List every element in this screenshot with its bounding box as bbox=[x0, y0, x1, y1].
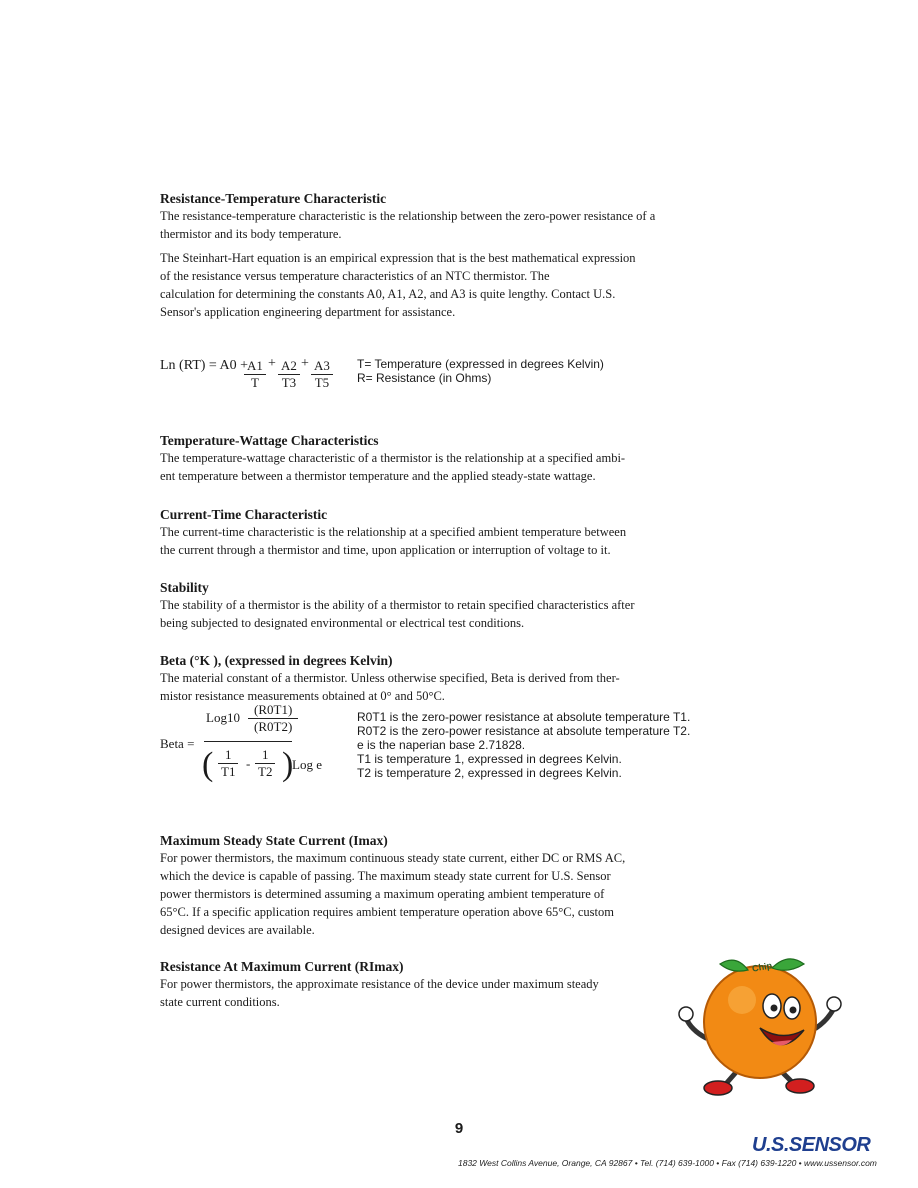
page-number: 9 bbox=[454, 1120, 464, 1137]
paragraph: The resistance-temperature characteristic is the relationship between the zero-power resistance of a thermistor and its body temperature. bbox=[160, 209, 656, 241]
denominator: T5 bbox=[314, 375, 330, 390]
heading: Current-Time Characteristic bbox=[160, 507, 328, 522]
numerator: 1 bbox=[218, 747, 238, 764]
text-line: designed devices are available. bbox=[160, 923, 315, 937]
orange-mascot-illustration bbox=[676, 950, 844, 1100]
text-line: The temperature-wattage characteristic of a thermistor is the relationship at a specified ambi- bbox=[160, 451, 626, 465]
numerator: A3 bbox=[311, 358, 333, 375]
numerator: 1 bbox=[255, 747, 275, 764]
heading: Resistance-Temperature Characteristic bbox=[160, 191, 387, 206]
minus-sign: - bbox=[246, 756, 251, 771]
text-line: 65°C. If a specific application requires ambient temperature operation above 65°C, custom bbox=[160, 905, 614, 919]
term-a2 bbox=[278, 358, 300, 391]
text-line: power thermistors is determined assuming a maximum operating ambient temperature of bbox=[160, 887, 605, 901]
note-line: T1 is temperature 1, expressed in degrees Kelvin. bbox=[357, 752, 622, 766]
equation-legend bbox=[357, 357, 604, 385]
legend-resistance: R= Resistance (in Ohms) bbox=[357, 371, 492, 385]
fraction-1-over-t2 bbox=[255, 747, 275, 780]
heading: Maximum Steady State Current (Imax) bbox=[160, 833, 388, 848]
beta-notes bbox=[357, 710, 690, 780]
text-line: The stability of a thermistor is the ability of a thermistor to retain specified characteristics after bbox=[160, 598, 635, 612]
text-line: The material constant of a thermistor. Unless otherwise specified, Beta is derived from ther- bbox=[160, 671, 620, 685]
note-line: e is the naperian base 2.71828. bbox=[357, 738, 526, 752]
text-line: For power thermistors, the approximate resistance of the device under maximum steady bbox=[160, 977, 599, 991]
beta-label: Beta = bbox=[160, 736, 195, 751]
right-paren: ) bbox=[282, 746, 294, 783]
text-line: The current-time characteristic is the relationship at a specified ambient temperature between bbox=[160, 525, 627, 539]
fraction-1-over-t1 bbox=[218, 747, 238, 780]
steinhart-equation bbox=[160, 356, 360, 396]
note-line: R0T2 is the zero-power resistance at absolute temperature T2. bbox=[357, 724, 691, 738]
beta-formula bbox=[160, 702, 340, 798]
term-a3 bbox=[311, 358, 333, 391]
denominator: (R0T2) bbox=[254, 719, 293, 734]
text-line: of the resistance versus temperature characteristics of an NTC thermistor. The bbox=[160, 269, 550, 283]
text-line: The Steinhart-Hart equation is an empirical expression that is the best mathematical expression bbox=[160, 251, 636, 265]
text-line: being subjected to designated environmental or electrical test conditions. bbox=[160, 616, 525, 630]
text-line: which the device is capable of passing. The maximum steady state current for U.S. Sensor bbox=[160, 869, 611, 883]
heading: Resistance At Maximum Current (RImax) bbox=[160, 959, 404, 974]
section-temperature-wattage bbox=[160, 432, 720, 485]
denominator: T1 bbox=[221, 764, 236, 779]
legend-temperature: T= Temperature (expressed in degrees Kelvin) bbox=[357, 357, 604, 371]
heading: Temperature-Wattage Characteristics bbox=[160, 433, 379, 448]
text-line: ent temperature between a thermistor temperature and the applied steady-state wattage. bbox=[160, 469, 596, 483]
text-line: mistor resistance measurements obtained at 0° and 50°C. bbox=[160, 689, 445, 703]
left-paren: ( bbox=[202, 746, 214, 783]
footer-address: 1832 West Collins Avenue, Orange, CA 92867 • Tel. (714) 639-1000 • Fax (714) 639-1220 • www.ussensor.com bbox=[458, 1158, 877, 1168]
section-resistance-temperature bbox=[160, 190, 720, 243]
section-steinhart bbox=[160, 249, 760, 321]
note-line: R0T1 is the zero-power resistance at absolute temperature T1. bbox=[357, 710, 691, 724]
heading: Beta (°K ), (expressed in degrees Kelvin) bbox=[160, 653, 393, 668]
heading: Stability bbox=[160, 580, 209, 595]
numerator: (R0T1) bbox=[248, 702, 298, 719]
brand-logo: U.S.SENSOR bbox=[752, 1134, 871, 1156]
numerator: A2 bbox=[278, 358, 300, 375]
term-a1 bbox=[244, 358, 266, 391]
denominator: T bbox=[250, 375, 259, 390]
note-line: T2 is temperature 2, expressed in degrees Kelvin. bbox=[357, 766, 622, 780]
text-line: state current conditions. bbox=[160, 995, 280, 1009]
log-e-label: Log e bbox=[292, 757, 322, 772]
section-resistance-max-current bbox=[160, 958, 670, 1011]
plus-sign: + bbox=[301, 356, 309, 371]
text-line: the current through a thermistor and time, upon application or interruption of voltage to it. bbox=[160, 543, 611, 557]
denominator: T2 bbox=[258, 764, 273, 779]
main-fraction-bar bbox=[204, 741, 292, 742]
denominator: T3 bbox=[281, 375, 297, 390]
section-current-time bbox=[160, 506, 720, 559]
section-beta bbox=[160, 652, 720, 705]
section-max-steady-current bbox=[160, 832, 740, 939]
equation-lhs: Ln (RT) = A0 + bbox=[160, 358, 249, 373]
mascot-badge: Chip bbox=[751, 960, 773, 974]
text-line: For power thermistors, the maximum continuous steady state current, either DC or RMS AC, bbox=[160, 851, 626, 865]
text-line: calculation for determining the constants A0, A1, A2, and A3 is quite lengthy. Contact U.S. bbox=[160, 287, 616, 301]
text-line: Sensor's application engineering department for assistance. bbox=[160, 305, 456, 319]
resistance-ratio bbox=[248, 702, 298, 735]
plus-sign: + bbox=[268, 356, 276, 371]
section-stability bbox=[160, 579, 720, 632]
log10-label: Log10 bbox=[206, 710, 240, 725]
numerator: A1 bbox=[244, 358, 266, 375]
